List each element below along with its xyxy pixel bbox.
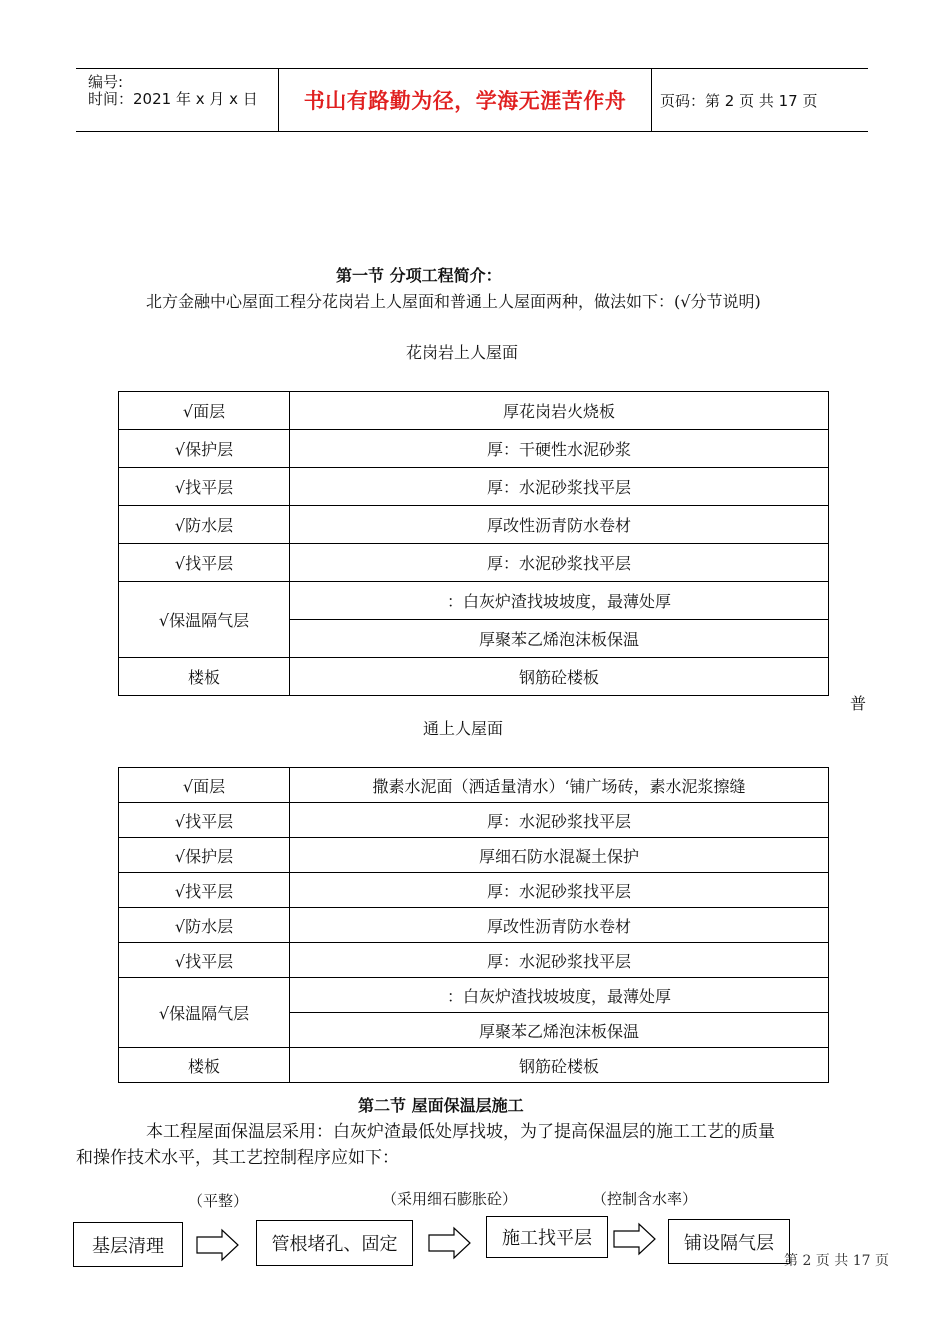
section1-intro: 北方金融中心屋面工程分花岗岩上人屋面和普通上人屋面两种，做法如下：(√分节说明) [146, 292, 761, 311]
flow-step-label: 基层清理 [92, 1235, 164, 1257]
flow-step-box [256, 1220, 413, 1266]
layer-cell: √防水层 [119, 506, 290, 544]
section2-para-line1: 本工程屋面保温层采用：白灰炉渣最低处厚找坡，为了提高保温层的施工工艺的质量 [146, 1122, 775, 1142]
header-page-cell [652, 69, 868, 131]
document-number-label: 编号: [88, 73, 124, 91]
desc-cell: 厚花岗岩火烧板 [290, 392, 829, 430]
granite-roof-table [118, 391, 829, 696]
header-motto: 书山有路勤为径，学海无涯苦作舟 [303, 89, 627, 113]
layer-cell: √找平层 [119, 943, 290, 978]
flow-note: （控制含水率） [592, 1190, 698, 1208]
flow-step-box [668, 1219, 790, 1264]
header-motto-cell [279, 69, 652, 131]
header-page-number: 页码：第 2 页 共 17 页 [660, 91, 818, 110]
layer-cell: 楼板 [119, 658, 290, 696]
desc-cell: 钢筋砼楼板 [290, 1048, 829, 1083]
layer-cell: √找平层 [119, 468, 290, 506]
desc-cell: 撒素水泥面（洒适量清水）‘铺广场砖，素水泥浆擦缝 [290, 768, 829, 803]
desc-cell: 厚：水泥砂浆找平层 [290, 803, 829, 838]
ordinary-roof-table [118, 767, 829, 1083]
desc-cell: 厚改性沥青防水卷材 [290, 506, 829, 544]
desc-cell: ：白灰炉渣找坡坡度，最薄处厚 [290, 582, 829, 620]
table-row [119, 582, 829, 620]
flow-step-label: 施工找平层 [502, 1228, 592, 1249]
table-row [119, 430, 829, 468]
table-row [119, 544, 829, 582]
flow-arrow-icon [613, 1222, 657, 1256]
table-row [119, 873, 829, 908]
desc-cell: 厚：水泥砂浆找平层 [290, 943, 829, 978]
table-row [119, 838, 829, 873]
desc-cell: 厚改性沥青防水卷材 [290, 908, 829, 943]
layer-cell: √保温隔气层 [119, 582, 290, 658]
layer-cell: √面层 [119, 392, 290, 430]
page-header [76, 68, 868, 132]
flow-arrow-icon [196, 1228, 240, 1262]
desc-cell: 钢筋砼楼板 [290, 658, 829, 696]
desc-cell: ：白灰炉渣找坡坡度，最薄处厚 [290, 978, 829, 1013]
header-meta-cell [76, 69, 279, 131]
layer-cell: 楼板 [119, 1048, 290, 1083]
flow-note: （采用细石膨胀砼） [382, 1190, 518, 1208]
table2-title-part-a: 普 [850, 694, 867, 713]
flow-step-label: 铺设隔气层 [684, 1232, 774, 1254]
table1-title: 花岗岩上人屋面 [406, 343, 519, 362]
table-row [119, 506, 829, 544]
table-row [119, 908, 829, 943]
layer-cell: √保护层 [119, 430, 290, 468]
desc-cell: 厚聚苯乙烯泡沫板保温 [290, 620, 829, 658]
layer-cell: √面层 [119, 768, 290, 803]
table-row [119, 943, 829, 978]
desc-cell: 厚：水泥砂浆找平层 [290, 468, 829, 506]
section1-title: 第一节 分项工程简介： [336, 266, 502, 285]
table-row [119, 768, 829, 803]
table-row [119, 978, 829, 1013]
table-row [119, 468, 829, 506]
table2-title-part-b: 通上人屋面 [423, 719, 504, 738]
footer-page-number: 第 2 页 共 17 页 [784, 1253, 889, 1269]
layer-cell: √保护层 [119, 838, 290, 873]
desc-cell: 厚细石防水混凝土保护 [290, 838, 829, 873]
flow-step-label: 管根堵孔、固定 [271, 1234, 398, 1255]
desc-cell: 厚：水泥砂浆找平层 [290, 544, 829, 582]
section2-title: 第二节 屋面保温层施工 [358, 1096, 524, 1115]
table-row [119, 803, 829, 838]
layer-cell: √找平层 [119, 544, 290, 582]
desc-cell: 厚：水泥砂浆找平层 [290, 873, 829, 908]
table-row [119, 392, 829, 430]
flow-arrow-icon [428, 1226, 472, 1260]
desc-cell: 厚：干硬性水泥砂浆 [290, 430, 829, 468]
flow-note: （平整） [188, 1192, 249, 1210]
desc-cell: 厚聚苯乙烯泡沫板保温 [290, 1013, 829, 1048]
layer-cell: √防水层 [119, 908, 290, 943]
section2-para-line2: 和操作技术水平，其工艺控制程序应如下： [76, 1148, 399, 1168]
table-row [119, 658, 829, 696]
layer-cell: √找平层 [119, 803, 290, 838]
flow-step-box [486, 1216, 608, 1258]
layer-cell: √找平层 [119, 873, 290, 908]
document-time-label: 时间：2021 年 x 月 x 日 [88, 90, 258, 108]
table-row [119, 1048, 829, 1083]
layer-cell: √保温隔气层 [119, 978, 290, 1048]
flow-step-box [73, 1222, 183, 1267]
